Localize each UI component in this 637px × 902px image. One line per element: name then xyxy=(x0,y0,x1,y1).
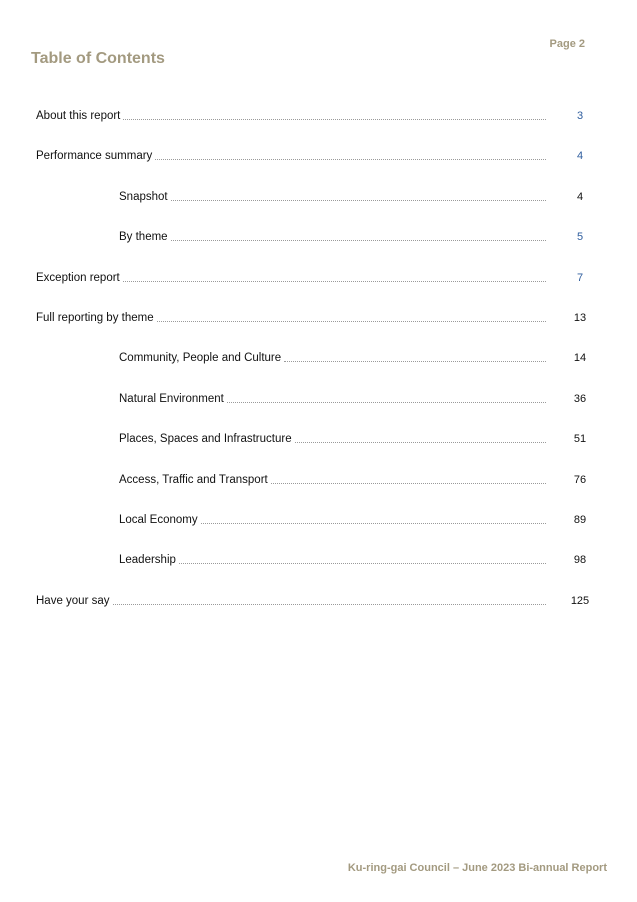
toc-entry-local-economy[interactable] xyxy=(0,510,637,550)
table-of-contents xyxy=(0,106,637,631)
toc-entry-row xyxy=(119,227,546,247)
dot-leader xyxy=(123,281,546,282)
toc-entry-page-number[interactable]: 125 xyxy=(570,594,590,607)
dot-leader xyxy=(157,321,546,322)
toc-entry-row xyxy=(119,187,546,207)
dot-leader xyxy=(123,119,546,120)
toc-entry-page-number[interactable]: 51 xyxy=(573,433,587,446)
toc-entry-row xyxy=(36,591,546,611)
toc-entry-label: Places, Spaces and Infrastructure xyxy=(119,433,292,446)
toc-entry-page-number[interactable]: 76 xyxy=(573,473,587,486)
toc-entry-page-number[interactable]: 89 xyxy=(573,513,587,526)
dot-leader xyxy=(271,483,546,484)
toc-entry-page-number[interactable]: 3 xyxy=(576,110,584,122)
toc-entry-page-number[interactable]: 7 xyxy=(576,271,584,284)
toc-entry-label: Exception report xyxy=(36,271,120,284)
toc-entry-row xyxy=(119,470,546,490)
page-title: Table of Contents xyxy=(31,50,165,67)
toc-entry-label: Leadership xyxy=(119,554,176,567)
toc-entry-page-number[interactable]: 98 xyxy=(573,554,587,567)
toc-entry-page-number[interactable]: 4 xyxy=(576,190,584,203)
toc-entry-row xyxy=(119,510,546,530)
toc-entry-community-people-and-culture[interactable] xyxy=(0,348,637,388)
toc-entry-row xyxy=(119,389,546,409)
toc-entry-row xyxy=(119,348,546,368)
toc-entry-page-number[interactable]: 36 xyxy=(573,392,587,405)
page-number: Page 2 xyxy=(549,38,585,50)
toc-entry-label: About this report xyxy=(36,110,121,122)
dot-leader xyxy=(201,523,546,524)
toc-entry-natural-environment[interactable] xyxy=(0,389,637,429)
dot-leader xyxy=(171,240,546,241)
toc-entry-about-this-report[interactable] xyxy=(0,106,637,146)
toc-entry-row xyxy=(36,146,546,166)
toc-entry-row xyxy=(36,308,546,328)
toc-entry-places-spaces-and-infrastructure[interactable] xyxy=(0,429,637,469)
report-footer: Ku-ring-gai Council – June 2023 Bi-annual Report xyxy=(347,862,607,874)
dot-leader xyxy=(284,361,546,362)
toc-entry-label: Snapshot xyxy=(119,190,168,203)
toc-entry-label: Access, Traffic and Transport xyxy=(119,473,268,486)
toc-entry-row xyxy=(119,429,546,449)
toc-entry-row xyxy=(36,106,546,126)
toc-entry-label: Community, People and Culture xyxy=(119,352,282,365)
toc-entry-label: Full reporting by theme xyxy=(36,311,154,324)
dot-leader xyxy=(295,442,546,443)
toc-entry-access-traffic-and-transport[interactable] xyxy=(0,470,637,510)
toc-entry-label: Performance summary xyxy=(36,150,153,163)
dot-leader xyxy=(155,159,546,160)
toc-entry-label: By theme xyxy=(119,231,168,244)
toc-entry-performance-summary[interactable] xyxy=(0,146,637,186)
toc-entry-row xyxy=(119,550,546,570)
toc-entry-page-number[interactable]: 5 xyxy=(576,231,584,244)
toc-entry-have-your-say[interactable] xyxy=(0,591,637,631)
toc-entry-leadership[interactable] xyxy=(0,550,637,590)
toc-entry-row xyxy=(36,268,546,288)
dot-leader xyxy=(171,200,546,201)
toc-entry-label: Natural Environment xyxy=(119,392,224,405)
dot-leader xyxy=(113,604,546,605)
toc-entry-snapshot[interactable] xyxy=(0,187,637,227)
toc-entry-label: Have your say xyxy=(36,594,110,607)
toc-entry-page-number[interactable]: 14 xyxy=(573,352,587,365)
toc-entry-page-number[interactable]: 4 xyxy=(576,150,584,163)
toc-entry-label: Local Economy xyxy=(119,513,198,526)
toc-entry-exception-report[interactable] xyxy=(0,268,637,308)
toc-entry-by-theme[interactable] xyxy=(0,227,637,267)
dot-leader xyxy=(179,563,546,564)
toc-entry-full-reporting-by-theme[interactable] xyxy=(0,308,637,348)
dot-leader xyxy=(227,402,546,403)
toc-entry-page-number[interactable]: 13 xyxy=(573,311,587,324)
